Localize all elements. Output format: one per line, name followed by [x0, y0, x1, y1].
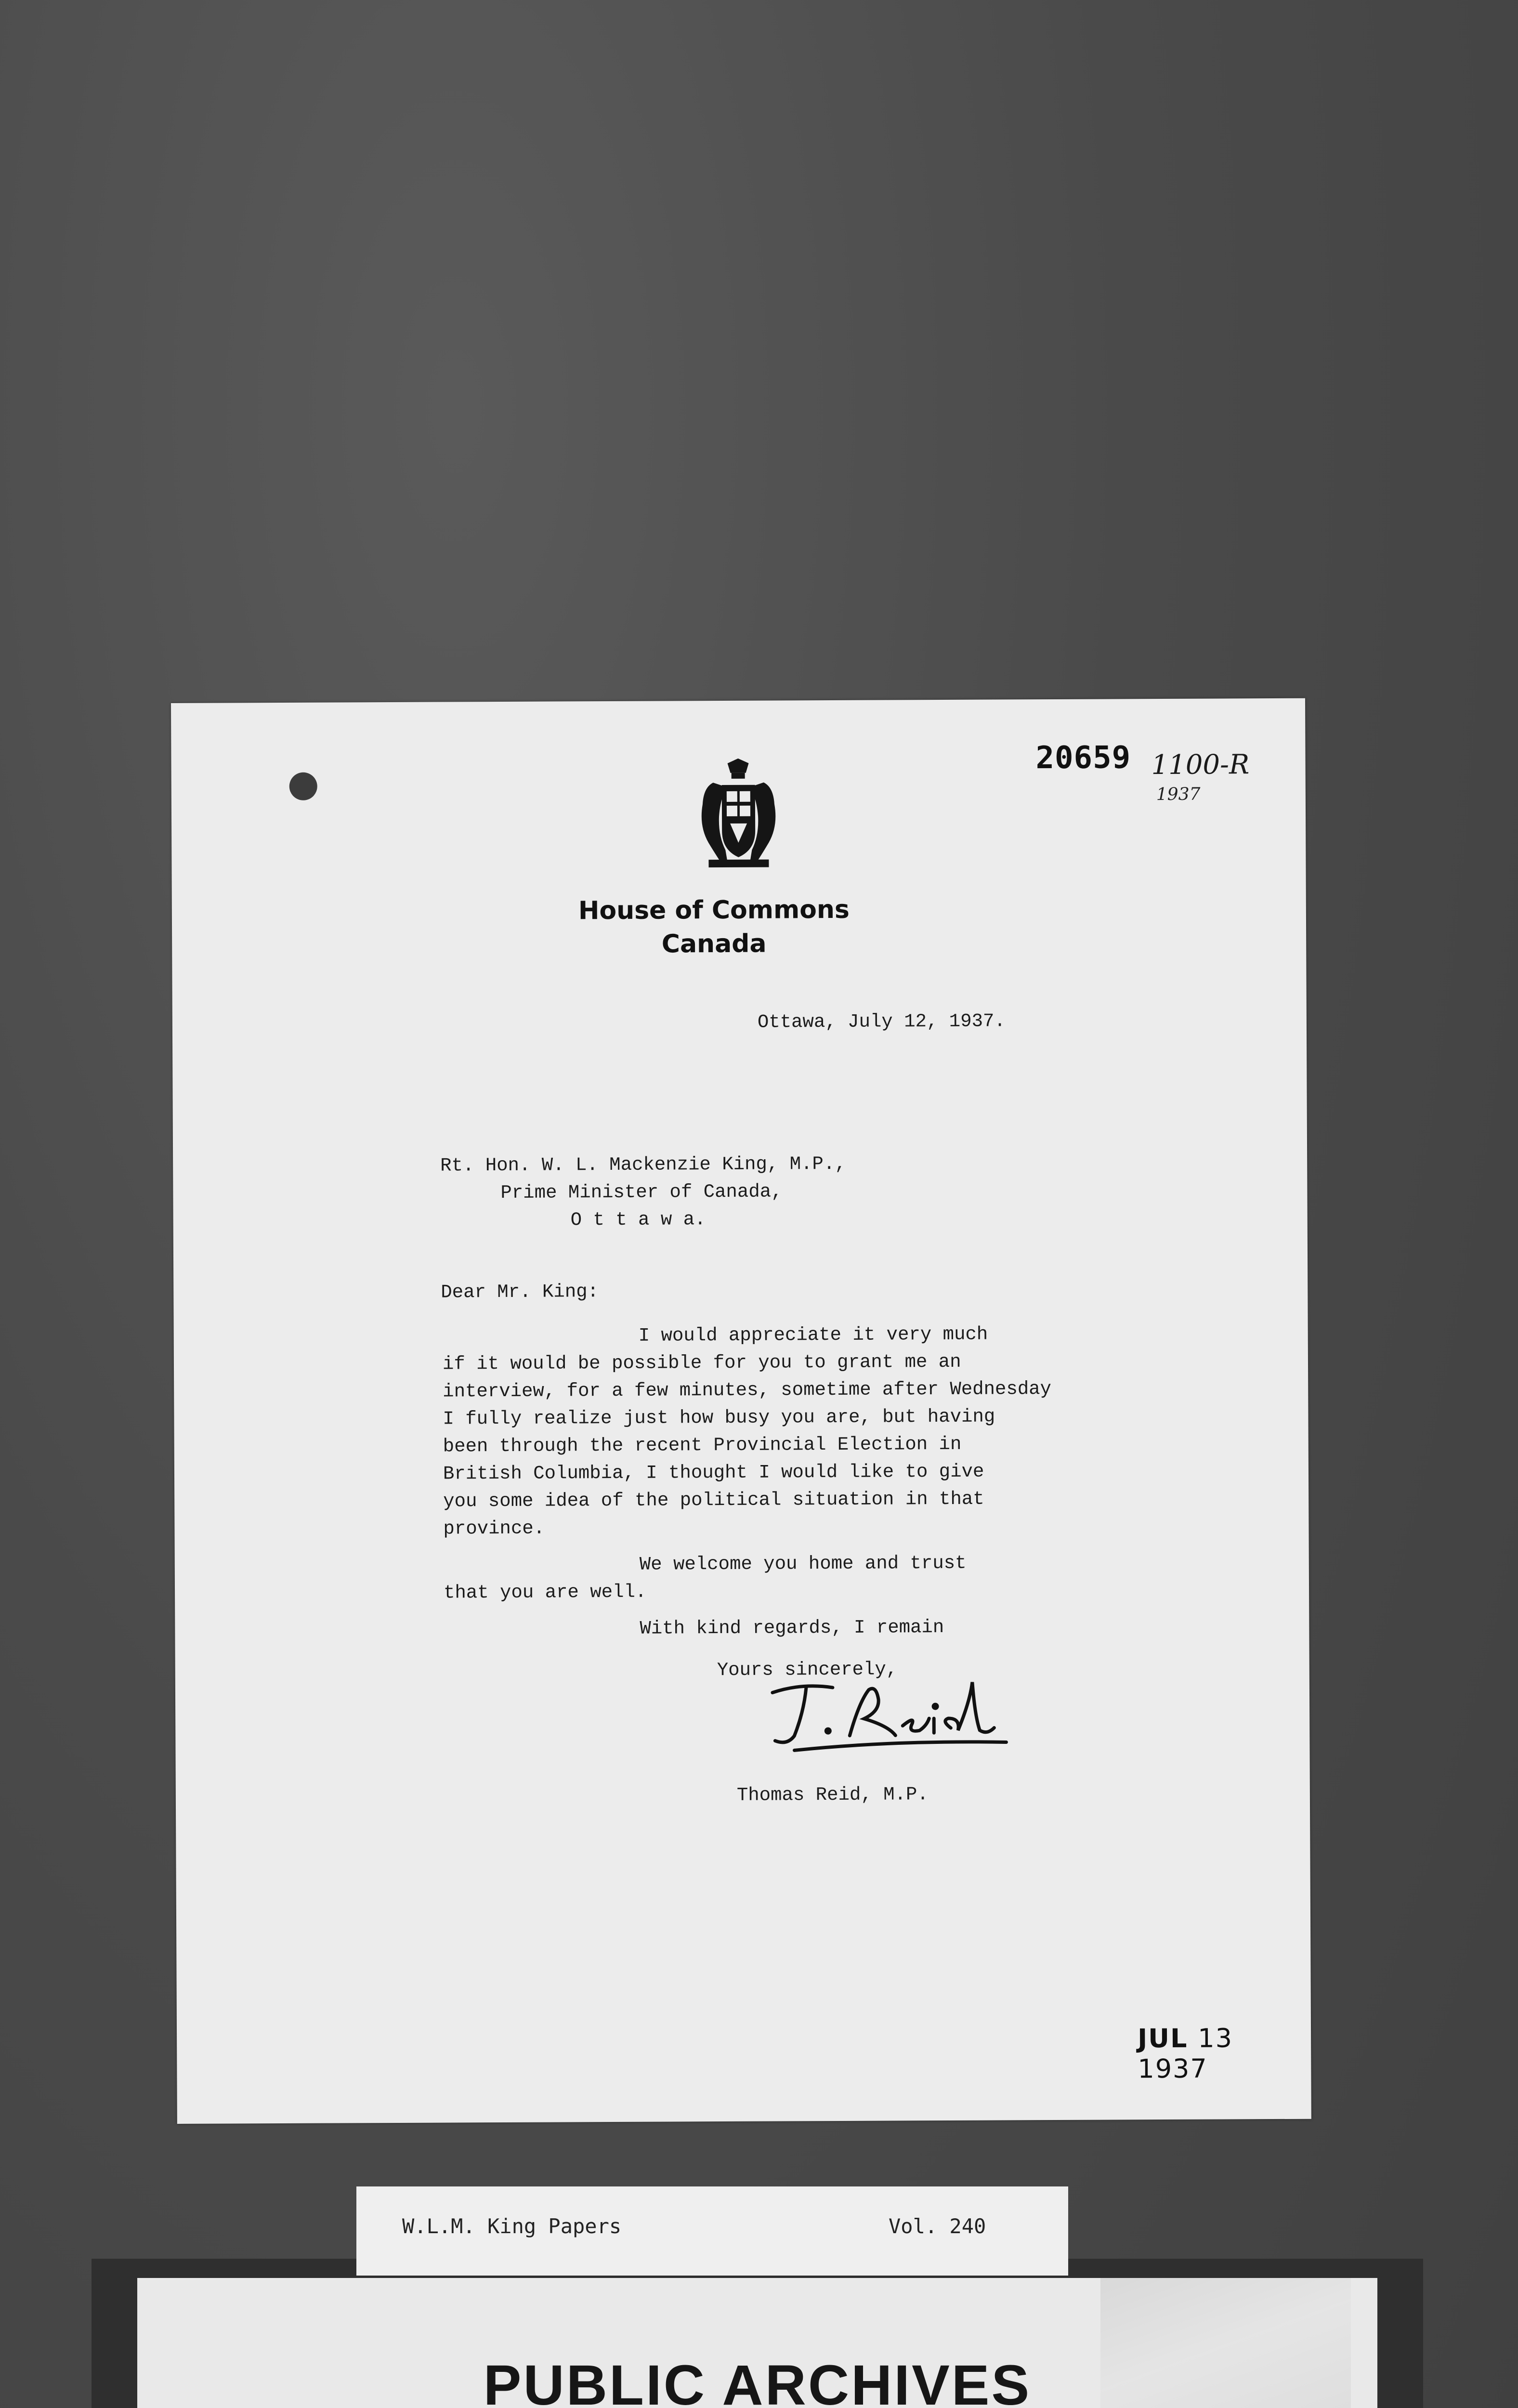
body-line: British Columbia, I thought I would like to give	[443, 1461, 984, 1485]
stamp-year: 1937	[1138, 2053, 1208, 2084]
received-date-stamp	[1138, 2023, 1311, 2084]
letterhead-canada: Canada	[661, 929, 767, 959]
address-line: Prime Minister of Canada,	[500, 1181, 783, 1204]
salutation: Dear Mr. King:	[441, 1281, 599, 1303]
body-line: interview, for a few minutes, sometime after Wednesday	[443, 1378, 1052, 1402]
volume-label	[356, 2186, 1068, 2276]
archive-card	[137, 2278, 1377, 2408]
stamp-day: 13	[1198, 2023, 1233, 2054]
file-number: 20659	[1035, 740, 1131, 776]
file-handwritten-code: 1100-R	[1151, 749, 1250, 781]
body-line: province.	[443, 1518, 545, 1540]
signature	[748, 1672, 1019, 1755]
archive-sleeve	[92, 2259, 1423, 2408]
closing-regards: With kind regards, I remain	[640, 1617, 944, 1639]
typed-name: Thomas Reid, M.P.	[736, 1784, 929, 1806]
closing-yours-sincerely: Yours sincerely,	[717, 1659, 898, 1681]
archive-title-english: PUBLIC ARCHIVES	[483, 2354, 1032, 2408]
file-handwritten-year: 1937	[1156, 784, 1201, 805]
body-line: I would appreciate it very much	[638, 1323, 988, 1347]
body-line: We welcome you home and trust	[639, 1552, 967, 1575]
body-line: you some idea of the political situation in that	[443, 1488, 984, 1512]
letterhead-house-of-commons: House of Commons	[578, 895, 850, 926]
body-line: if it would be possible for you to grant me an	[442, 1351, 961, 1375]
address-line: O t t a w a.	[570, 1209, 706, 1231]
letter-date: Ottawa, July 12, 1937.	[757, 1010, 1006, 1033]
body-line: been through the recent Provincial Election in	[443, 1433, 962, 1457]
collection-name: W.L.M. King Papers	[402, 2214, 622, 2238]
body-line: I fully realize just how busy you are, but having	[443, 1406, 995, 1430]
body-line: that you are well.	[443, 1581, 647, 1604]
stamp-month: JUL	[1137, 2023, 1188, 2054]
address-line: Rt. Hon. W. L. Mackenzie King, M.P.,	[440, 1153, 846, 1177]
punch-hole	[289, 772, 317, 800]
coat-of-arms-icon	[694, 758, 784, 869]
volume-number: Vol. 240	[889, 2214, 986, 2238]
letter-page	[171, 698, 1311, 2124]
